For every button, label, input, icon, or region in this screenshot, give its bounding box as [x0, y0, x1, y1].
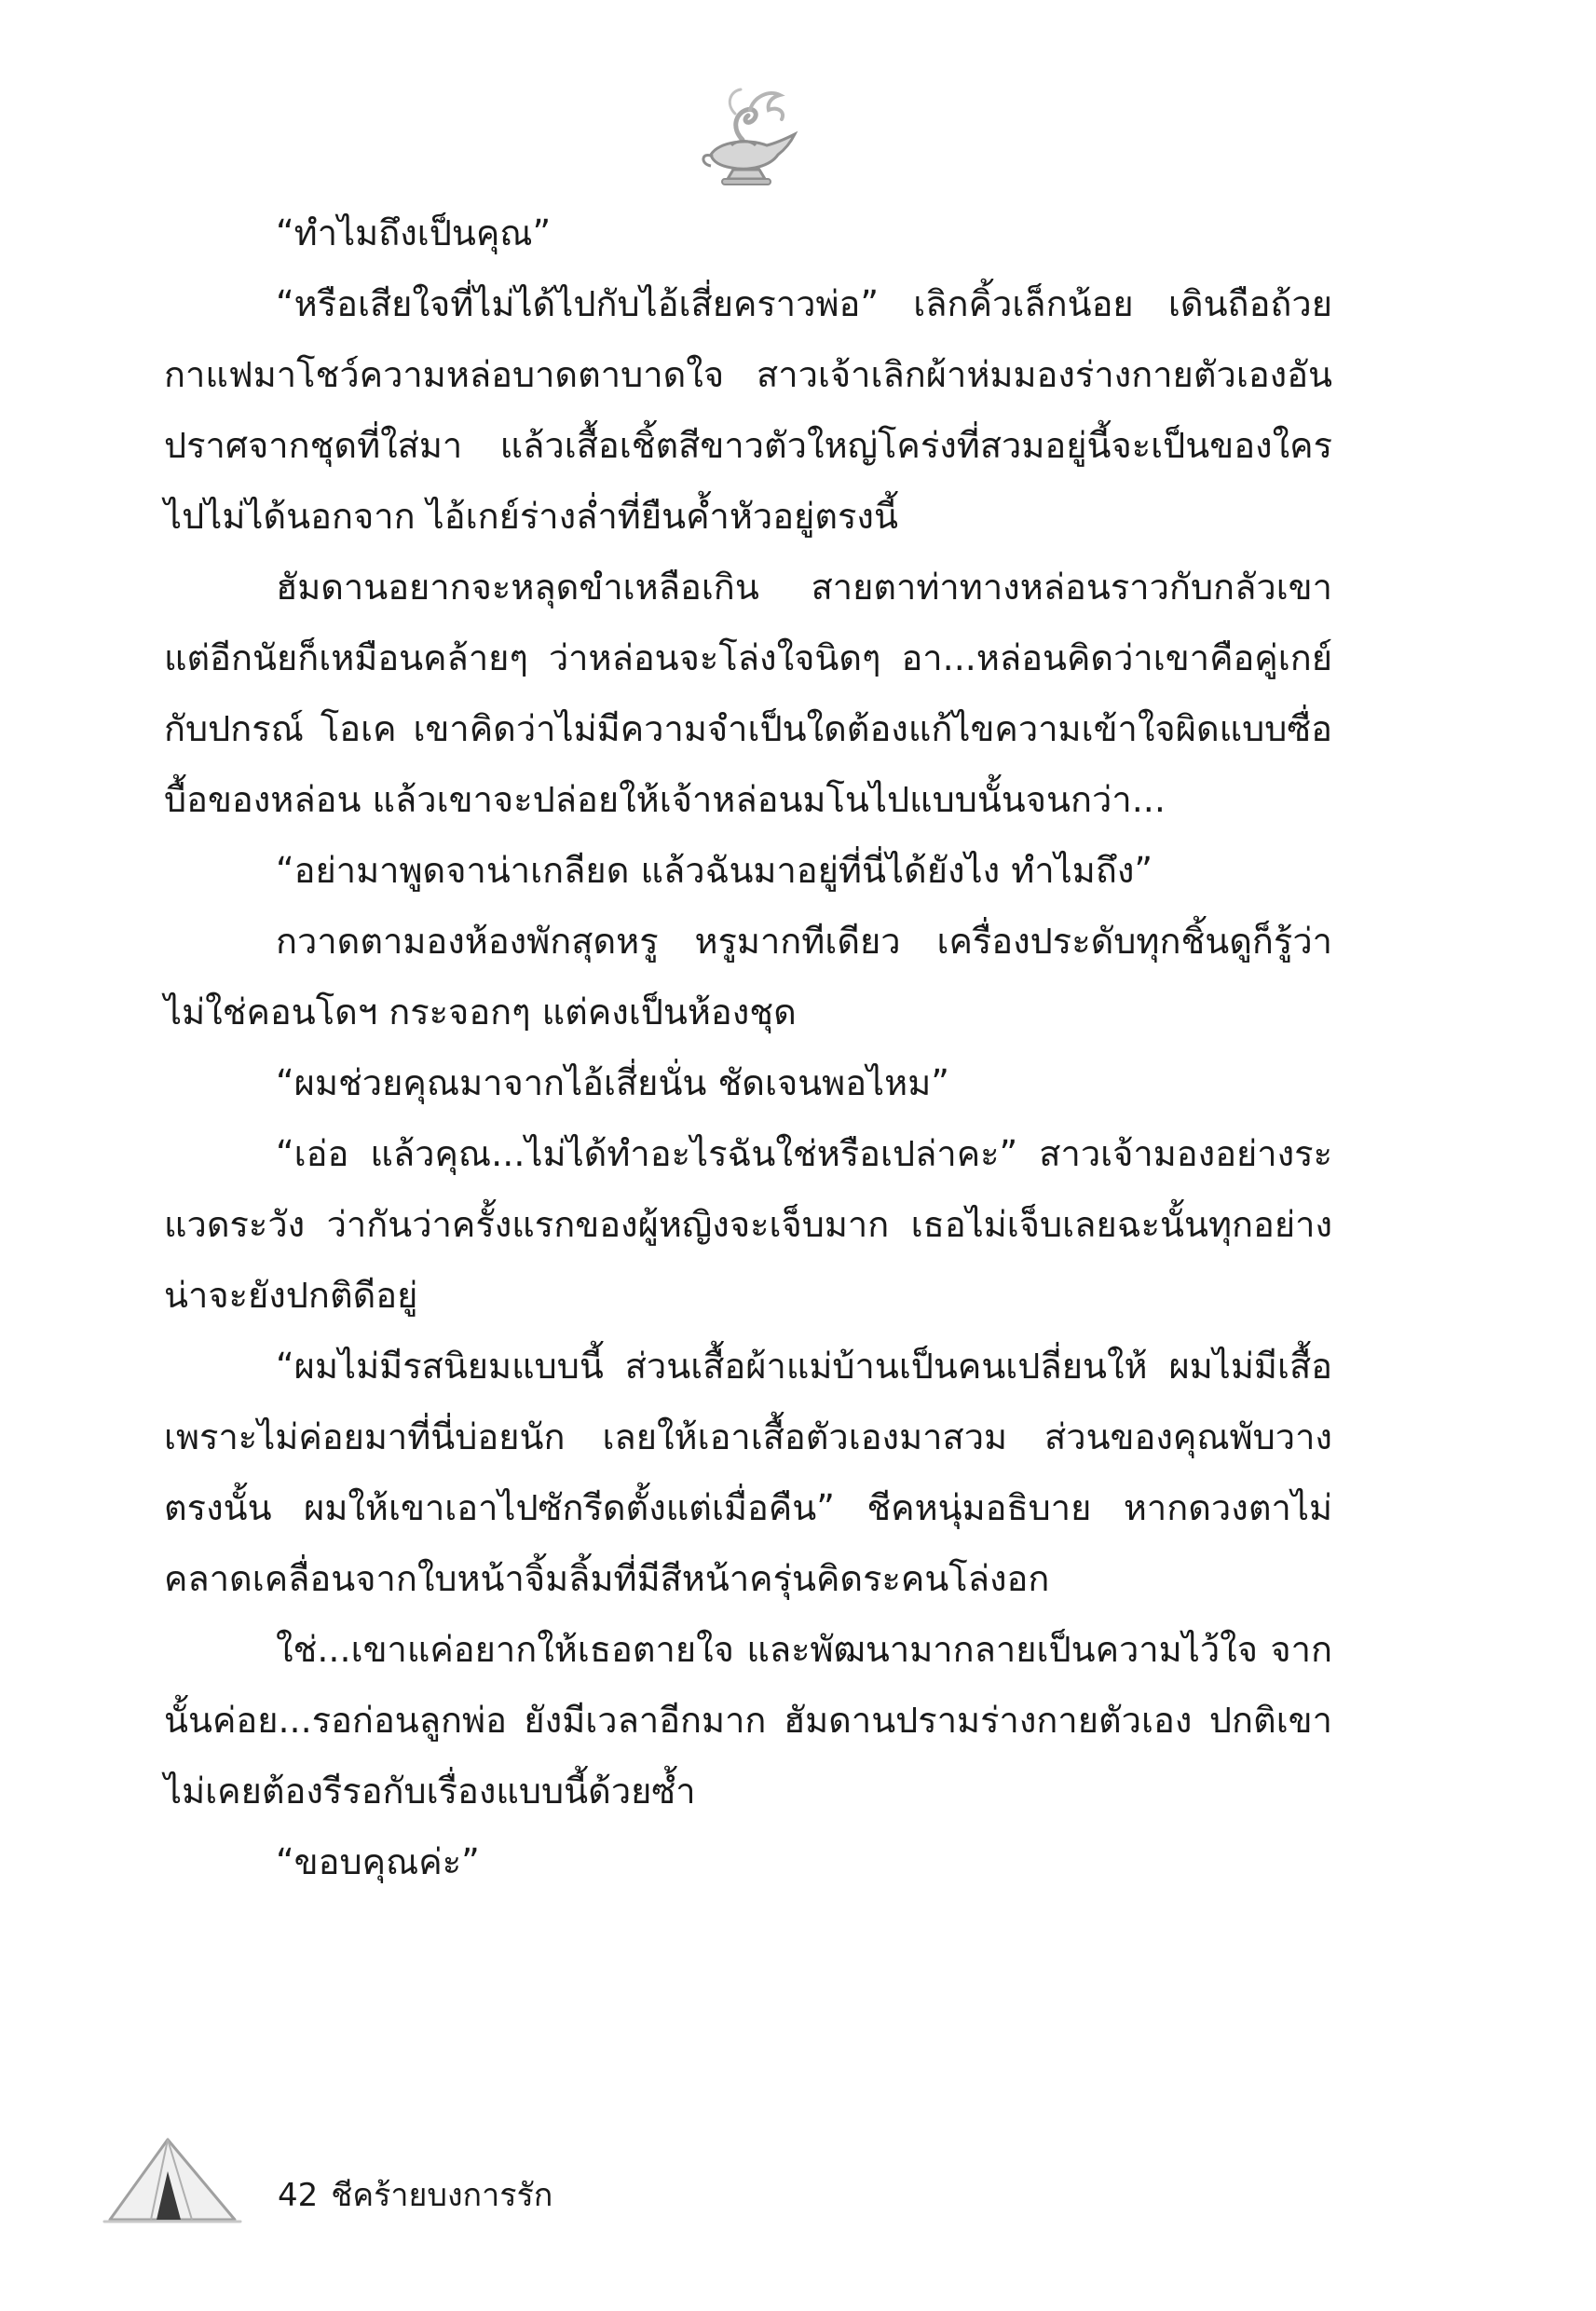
page-footer	[102, 2134, 755, 2236]
paragraph: “เอ่อ แล้วคุณ...ไม่ได้ทำอะไรฉันใช่หรือเปล่าคะ” สาวเจ้ามองอย่างระแวดระวัง ว่ากันว่าครั้งแรกของผู้หญิงจะเจ็บมาก เธอไม่เจ็บเลยฉะนั้นทุกอย่างน่าจะยังปกติดีอยู่	[164, 1133, 1332, 1316]
page-number: 42	[278, 2177, 319, 2214]
paragraph: ฮัมดานอยากจะหลุดขำเหลือเกิน สายตาท่าทางหล่อนราวกับกลัวเขา แต่อีกนัยก็เหมือนคล้ายๆ ว่าหล่อนจะโล่งใจนิดๆ อา...หล่อนคิดว่าเขาคือคู่เกย์กับปกรณ์ โอเค เขาคิดว่าไม่มีความจำเป็นใดต้องแก้ไขความเข้าใจผิดแบบซื่อบื้อของหล่อน แล้วเขาจะปล่อยให้เจ้าหล่อนมโนไปแบบนั้นจนกว่า...	[164, 567, 1332, 820]
paragraph: “ผมช่วยคุณมาจากไอ้เสี่ยนั่น ชัดเจนพอไหม”	[276, 1062, 949, 1103]
paragraph: “ขอบคุณค่ะ”	[276, 1841, 480, 1882]
paragraph: “ผมไม่มีรสนิยมแบบนี้ ส่วนเสื้อผ้าแม่บ้านเป็นคนเปลี่ยนให้ ผมไม่มีเสื้อ เพราะไม่ค่อยมาที่นี่บ่อยนัก เลยให้เอาเสื้อตัวเองมาสวม ส่วนของคุณพับวางตรงนั้น ผมให้เขาเอาไปซักรีดตั้งแต่เมื่อคืน” ชีคหนุ่มอธิบาย หากดวงตาไม่คลาดเคลื่อนจากใบหน้าจิ้มลิ้มที่มีสีหน้าครุ่นคิดระคนโล่งอก	[164, 1346, 1332, 1599]
tent-icon	[102, 2134, 242, 2227]
paragraph: “ทำไมถึงเป็นคุณ”	[276, 212, 552, 253]
genie-lamp-icon	[694, 82, 806, 189]
book-title: ชีคร้ายบงการรัก	[331, 2177, 553, 2214]
paragraph: กวาดตามองห้องพักสุดหรู หรูมากทีเดียว เครื่องประดับทุกชิ้นดูก็รู้ว่าไม่ใช่คอนโดฯ กระจอกๆ แต่คงเป็นห้องชุด	[164, 921, 1332, 1032]
chapter-body	[164, 198, 1332, 1897]
paragraph: “หรือเสียใจที่ไม่ได้ไปกับไอ้เสี่ยคราวพ่อ” เลิกคิ้วเล็กน้อย เดินถือถ้วยกาแฟมาโชว์ความหล่อบาดตาบาดใจ สาวเจ้าเลิกผ้าห่มมองร่างกายตัวเองอันปราศจากชุดที่ใส่มา แล้วเสื้อเชิ้ตสีขาวตัวใหญ่โคร่งที่สวมอยู่นี้จะเป็นของใครไปไม่ได้นอกจาก ไอ้เกย์ร่างล่ำที่ยืนค้ำหัวอยู่ตรงนี้	[164, 283, 1332, 537]
paragraph: ใช่...เขาแค่อยากให้เธอตายใจ และพัฒนามากลายเป็นความไว้ใจ จากนั้นค่อย...รอก่อนลูกพ่อ ยังมีเวลาอีกมาก ฮัมดานปรามร่างกายตัวเอง ปกติเขาไม่เคยต้องรีรอกับเรื่องแบบนี้ด้วยซ้ำ	[164, 1629, 1332, 1812]
paragraph: “อย่ามาพูดจาน่าเกลียด แล้วฉันมาอยู่ที่นี่ได้ยังไง ทำไมถึง”	[276, 850, 1153, 891]
footer-label	[278, 2177, 566, 2214]
